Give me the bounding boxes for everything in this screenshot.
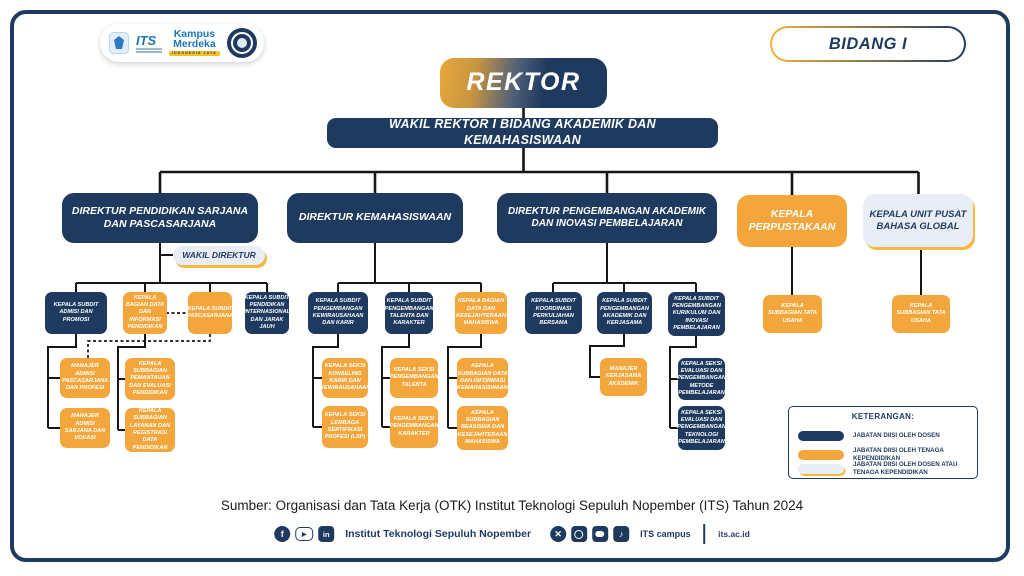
- node-direktur-pendidikan-sarjana-pascasarjana: DIREKTUR PENDIDIKAN SARJANA DAN PASCASARJANA: [62, 193, 258, 243]
- line-icon: [592, 526, 608, 542]
- node-kepala-seksi-konseling-karir: KEPALA SEKSI KONSELING KARIR DAN KEWIRAUSAHAAN: [322, 358, 368, 398]
- node-kepala-bagian-data-informasi-pendidikan: KEPALA BAGIAN DATA DAN INFORMASI PENDIDIKAN: [123, 292, 167, 334]
- bidang-badge-label: BIDANG I: [772, 28, 964, 60]
- bidang-badge: [770, 26, 966, 62]
- x-twitter-icon: ✕: [550, 526, 566, 542]
- kampus-merdeka-banner: INDONESIA JAYA: [169, 51, 220, 56]
- node-kepala-seksi-pengembangan-talenta: KEPALA SEKSI PENGEMBANGAN TALENTA: [390, 358, 438, 398]
- source-note: Sumber: Organisasi dan Tata Kerja (OTK) Institut Teknologi Sepuluh Nopember (ITS) Tahun 2024: [220, 498, 804, 513]
- facebook-icon: f: [274, 526, 290, 542]
- node-kepala-subdit-kurikulum-inovasi: KEPALA SUBDIT PENGEMBANGAN KURIKULUM DAN INOVASI PEMBELAJARAN: [668, 292, 725, 336]
- youtube-icon: ▶: [295, 527, 313, 541]
- legend-item-dosen: [798, 431, 973, 441]
- node-kepala-subdit-talenta-karakter: KEPALA SUBDIT PENGEMBANGAN TALENTA DAN KARAKTER: [385, 292, 433, 334]
- node-kepala-perpustakaan: KEPALA PERPUSTAKAAN: [737, 195, 847, 247]
- legend-label-tendik: JABATAN DIISI OLEH TENAGA KEPENDIDIKAN: [853, 447, 944, 462]
- legend-title: KETERANGAN:: [851, 412, 915, 421]
- footer-handle: ITS campus: [640, 529, 691, 539]
- instagram-icon: [571, 526, 587, 542]
- legend-label-dosen-atau-tendik: JABATAN DIISI OLEH DOSEN ATAU TENAGA KEPENDIDIKAN: [853, 461, 958, 476]
- node-direktur-kemahasiswaan: DIREKTUR KEMAHASISWAAN: [287, 193, 463, 243]
- node-manajer-kerjasama-akademik: MANAJER KERJASAMA AKADEMIK: [600, 358, 647, 396]
- linkedin-icon: in: [318, 526, 334, 542]
- legend-swatch-dosen: [798, 431, 844, 441]
- node-kepala-subdit-pengembangan-akademik-kerjasama: KEPALA SUBDIT PENGEMBANGAN AKADEMIK DAN KERJASAMA: [597, 292, 652, 334]
- node-kepala-subbagian-layanan-registrasi: KEPALA SUBBAGIAN LAYANAN DAN REGISTRASI DATA PENDIDIKAN: [125, 408, 175, 452]
- legend-label-dosen: JABATAN DIISI OLEH DOSEN: [853, 432, 940, 440]
- footer-institution: Institut Teknologi Sepuluh Nopember: [345, 528, 532, 540]
- node-wakil-direktur: WAKIL DIREKTUR: [173, 246, 265, 265]
- node-manajer-admisi-pascasarjana-profesi: MANAJER ADMISI PASCASARJANA DAN PROFESI: [60, 358, 110, 398]
- node-kepala-seksi-pengembangan-karakter: KEPALA SEKSI PENGEMBANGAN KARAKTER: [390, 406, 438, 448]
- kampus-merdeka-logo: [169, 27, 220, 56]
- node-kepala-subdit-pendidikan-internasional: KEPALA SUBDIT PENDIDIKAN INTERNASIONAL DAN JARAK JAUH: [245, 292, 289, 334]
- node-kepala-subbagian-tata-usaha-bahasa-global: KEPALA SUBBAGIAN TATA USAHA: [892, 295, 950, 333]
- node-kepala-subdit-koordinasi-perkuliahan: KEPALA SUBDIT KOORDINASI PERKULIAHAN BERSAMA: [525, 292, 582, 334]
- legend-swatch-dosen-atau-tendik: [798, 464, 844, 474]
- legend-swatch-tendik: [798, 450, 844, 460]
- node-kepala-unit-pusat-bahasa-global: KEPALA UNIT PUSAT BAHASA GLOBAL: [863, 194, 973, 247]
- kampus-merdeka-line2: Merdeka: [173, 37, 216, 50]
- node-manajer-admisi-sarjana-vokasi: MANAJER ADMISI SARJANA DAN VOKASI: [60, 408, 110, 448]
- its-shield-icon: [109, 32, 129, 54]
- header-logo-group: [100, 24, 264, 62]
- node-wakil-rektor-1: WAKIL REKTOR I BIDANG AKADEMIK DAN KEMAHASISWAAN: [327, 118, 718, 148]
- node-kepala-subdit-pascasarjana: KEPALA SUBDIT PASCASARJANA: [188, 292, 232, 334]
- node-kepala-seksi-evaluasi-teknologi-pembelajaran: KEPALA SEKSI EVALUASI DAN PENGEMBANGAN TEKNOLOGI PEMBELAJARAN: [678, 406, 725, 450]
- its-wordmark-text: ITS: [136, 32, 157, 48]
- node-kepala-subdit-admisi-promosi: KEPALA SUBDIT ADMISI DAN PROMOSI: [45, 292, 107, 334]
- kampus-merdeka-line1: Kampus: [173, 27, 216, 40]
- legend-item-dosen-atau-tendik: [798, 461, 973, 477]
- node-kepala-subbagian-beasiswa-kesejahteraan: KEPALA SUBBAGIAN BEASISWA DAN KESEJAHTERAAN MAHASISWA: [457, 406, 508, 450]
- tiktok-icon: ♪: [613, 526, 629, 542]
- footer-website: its.ac.id: [718, 529, 750, 539]
- node-kepala-subbagian-tata-usaha-perpustakaan: KEPALA SUBBAGIAN TATA USAHA: [763, 295, 822, 333]
- node-kepala-subbagian-pemantauan-evaluasi: KEPALA SUBBAGIAN PEMANTAUAN DAN EVALUASI PENDIDIKAN: [125, 358, 175, 400]
- its-wordmark: [136, 34, 162, 53]
- legend-box: [788, 406, 978, 479]
- node-kepala-bagian-data-kesejahteraan-mahasiswa: KEPALA BAGIAN DATA DAN KESEJAHTERAAN MAHASISWA: [455, 292, 507, 334]
- node-kepala-seksi-lembaga-sertifikasi-profesi: KEPALA SEKSI LEMBAGA SERTIFIKASI PROFESI (LSP): [322, 406, 368, 448]
- its-round-seal-icon: [227, 28, 257, 58]
- node-kepala-seksi-evaluasi-metode-pembelajaran: KEPALA SEKSI EVALUASI DAN PENGEMBANGAN METODE PEMBELAJARAN: [678, 358, 725, 400]
- node-kepala-subdit-kewirausahaan-karir: KEPALA SUBDIT PENGEMBANGAN KEWIRAUSAHAAN DAN KARIR: [308, 292, 368, 334]
- node-kepala-subbagian-data-informasi-kemahasiswaan: KEPALA SUBBAGIAN DATA DAN INFORMASI KEMAHASISWAAN: [457, 358, 508, 398]
- footer-bar: [274, 524, 750, 544]
- node-direktur-pengembangan-akademik: DIREKTUR PENGEMBANGAN AKADEMIK DAN INOVASI PEMBELAJARAN: [497, 193, 717, 243]
- footer-divider: [704, 524, 706, 544]
- node-rektor: REKTOR: [440, 58, 607, 108]
